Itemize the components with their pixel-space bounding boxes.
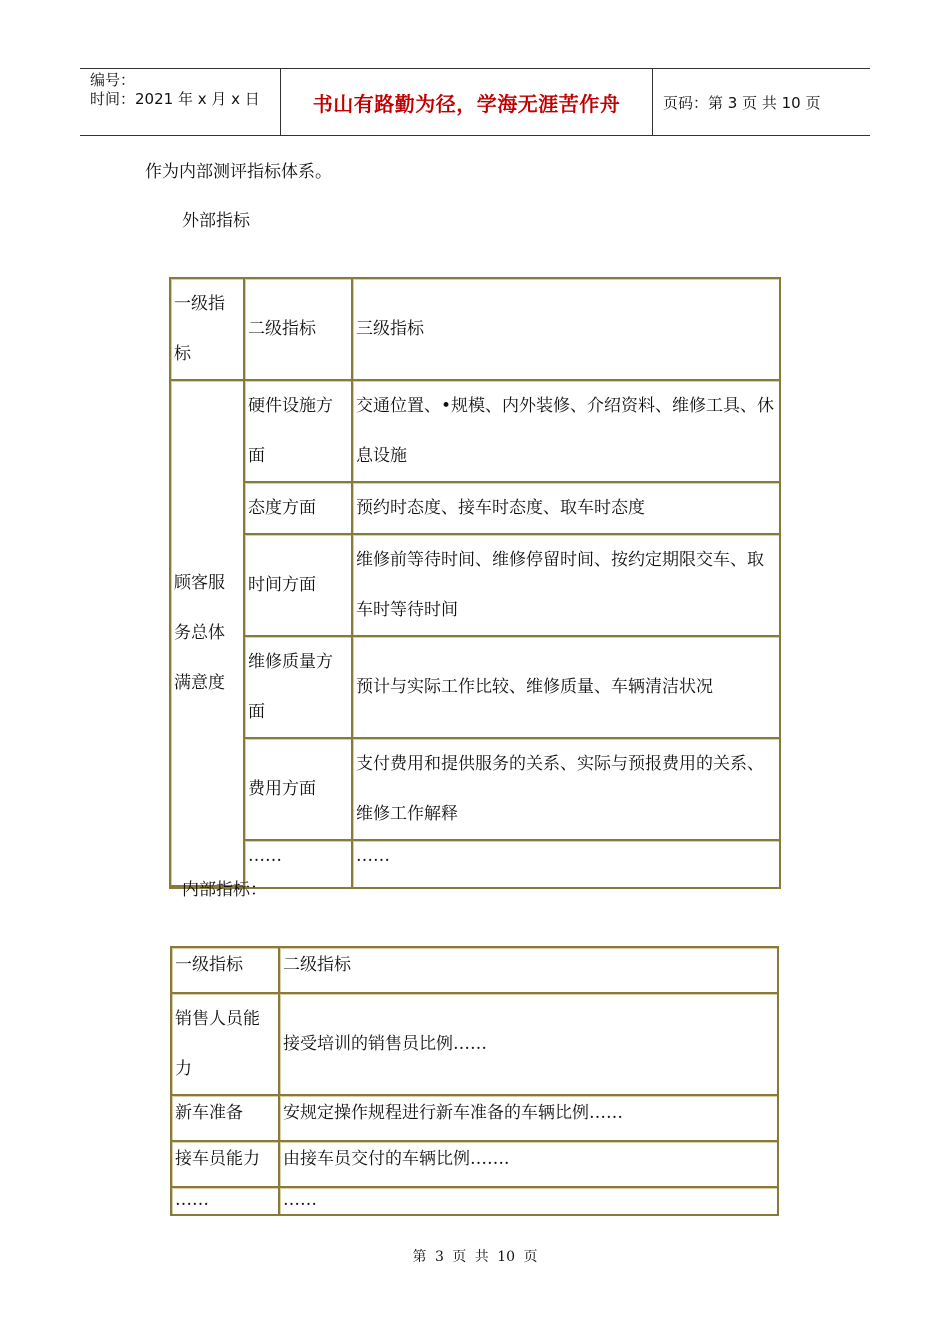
header-motto: 书山有路勤为径，学海无涯苦作舟 <box>281 69 653 135</box>
table-row <box>171 535 779 637</box>
level2-cell: 安规定操作规程进行新车准备的车辆比例…… <box>280 1096 777 1142</box>
table-row <box>171 381 779 483</box>
level3-cell: 支付费用和提供服务的关系、实际与预报费用的关系、维修工作解释 <box>353 739 779 841</box>
header-cell-level1: 一级指标 <box>172 948 280 994</box>
level3-cell: 预约时态度、接车时态度、取车时态度 <box>353 483 779 535</box>
table-row <box>172 994 777 1096</box>
header-cell-level2: 二级指标 <box>280 948 777 994</box>
level2-cell: …… <box>280 1188 777 1214</box>
level2-cell: 硬件设施方面 <box>245 381 353 483</box>
document-date: 时间：2021 年 x 月 x 日 <box>90 90 260 108</box>
intro-text: 作为内部测评指标体系。 <box>145 162 332 182</box>
table-row <box>171 637 779 739</box>
level3-cell: 交通位置、•规模、内外装修、介绍资料、维修工具、休息设施 <box>353 381 779 483</box>
table-row <box>172 1142 777 1188</box>
level1-cell: 顾客服务总体满意度 <box>171 381 245 887</box>
table-header-row <box>171 279 779 381</box>
level3-cell: 预计与实际工作比较、维修质量、车辆清洁状况 <box>353 637 779 739</box>
page-footer: 第 3 页 共 10 页 <box>412 1249 538 1265</box>
level2-cell: 时间方面 <box>245 535 353 637</box>
internal-indicators-table <box>170 946 779 1216</box>
level1-cell: 新车准备 <box>172 1096 280 1142</box>
page-header <box>80 68 870 136</box>
level3-cell: …… <box>353 841 779 887</box>
document-number-label: 编号： <box>90 71 136 89</box>
level1-cell: …… <box>172 1188 280 1214</box>
level2-cell: 由接车员交付的车辆比例……. <box>280 1142 777 1188</box>
level2-cell: 态度方面 <box>245 483 353 535</box>
internal-heading: 内部指标： <box>182 880 267 900</box>
level1-cell: 接车员能力 <box>172 1142 280 1188</box>
level3-cell: 维修前等待时间、维修停留时间、按约定期限交车、取车时等待时间 <box>353 535 779 637</box>
level2-cell: 费用方面 <box>245 739 353 841</box>
table-row <box>171 739 779 841</box>
header-meta <box>80 69 281 135</box>
table-row <box>172 1096 777 1142</box>
header-page-info: 页码：第 3 页 共 10 页 <box>663 93 821 112</box>
external-indicators-table <box>169 277 781 889</box>
level2-cell: 接受培训的销售员比例…… <box>280 994 777 1096</box>
level2-cell: …… <box>245 841 353 887</box>
table-row <box>171 483 779 535</box>
header-cell-level3: 三级指标 <box>353 279 779 381</box>
table-header-row <box>172 948 777 994</box>
level1-cell: 销售人员能力 <box>172 994 280 1096</box>
external-heading: 外部指标 <box>182 211 250 231</box>
header-cell-level1: 一级指标 <box>171 279 245 381</box>
table-row <box>172 1188 777 1214</box>
level2-cell: 维修质量方面 <box>245 637 353 739</box>
header-cell-level2: 二级指标 <box>245 279 353 381</box>
